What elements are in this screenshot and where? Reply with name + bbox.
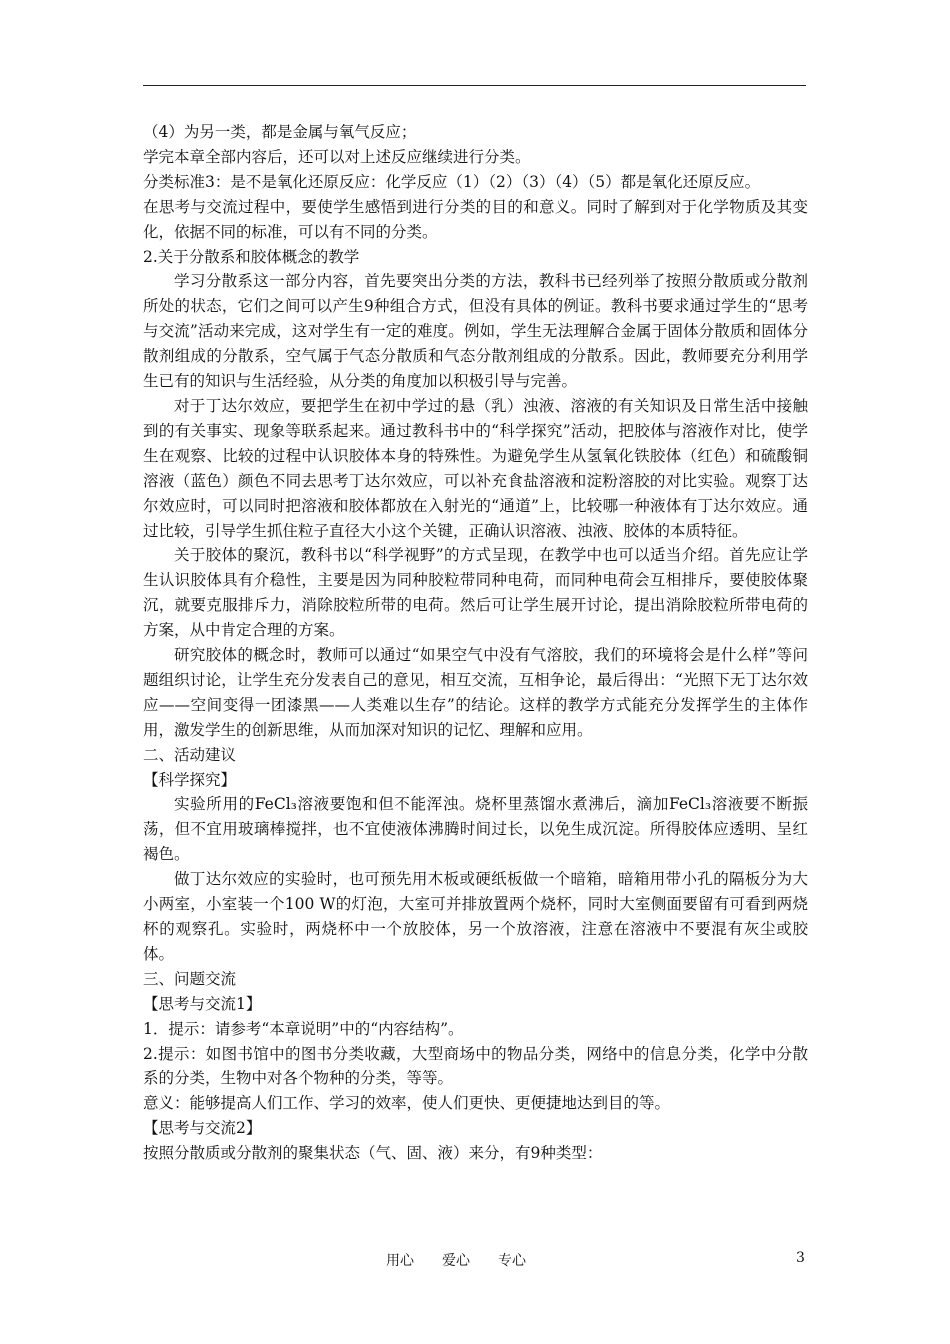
text-paragraph: 2.提示：如图书馆中的图书分类收藏，大型商场中的物品分类，网络中的信息分类，化学中分散系的分类，生物中对各个物种的分类，等等。 [143, 1044, 808, 1088]
subsection-heading: 【科学探究】 [143, 770, 237, 789]
text-paragraph: 研究胶体的概念时，教师可以通过“如果空气中没有气溶胶，我们的环境将会是什么样”等问题组织讨论，让学生充分发表自己的意见，相互交流，互相争论，最后得出：“光照下无丁达尔效应——空间变得一团漆黑——人类难以生存”的结论。这样的教学方式能充分发挥学生的主体作用，激发学生的创新思维，从而加深对知识的记忆、理解和应用。 [143, 646, 808, 739]
text-line: 学完本章全部内容后，还可以对上述反应继续进行分类。 [143, 147, 531, 166]
text-line: 按照分散质或分散剂的聚集状态（气、固、液）来分，有9种类型： [143, 1144, 603, 1163]
text-line: 意义：能够提高人们工作、学习的效率，使人们更快、更便捷地达到目的等。 [143, 1094, 671, 1113]
section-heading: 二、活动建议 [143, 745, 237, 764]
subsection-heading: 【思考与交流2】 [143, 1119, 262, 1138]
text-paragraph: 对于丁达尔效应，要把学生在初中学过的悬（乳）浊液、溶液的有关知识及日常生活中接触到的有关事实、现象等联系起来。通过教科书中的“科学探究”活动，把胶体与溶液作对比，使学生在观察、比较的过程中认识胶体本身的特殊性。为避免学生从氢氧化铁胶体（红色）和硫酸铜溶液（蓝色）颜色不同去思考丁达尔效应，可以补充食盐溶液和淀粉溶胶的对比实验。观察丁达尔效应时，可以同时把溶液和胶体都放在入射光的“通道”上，比较哪一种液体有丁达尔效应。通过比较，引导学生抓住粒子直径大小这个关键，正确认识溶液、浊液、胶体的本质特征。 [143, 396, 808, 540]
text-paragraph: 做丁达尔效应的实验时，也可预先用木板或硬纸板做一个暗箱，暗箱用带小孔的隔板分为大小两室，小室装一个100 W的灯泡，大室可并排放置两个烧杯，同时大室侧面要留有可看到两烧杯的观察孔。实验时，两烧杯中一个放胶体，另一个放溶液，注意在溶液中不要混有灰尘或胶体。 [143, 870, 808, 963]
text-paragraph: 学习分散系这一部分内容，首先要突出分类的方法，教科书已经列举了按照分散质或分散剂所处的状态，它们之间可以产生9种组合方式，但没有具体的例证。教科书要求通过学生的“思考与交流”活动来完成，这对学生有一定的难度。例如，学生无法理解合金属于固体分散质和固体分散剂组成的分散系，空气属于气态分散质和气态分散剂组成的分散系。因此，教师要充分利用学生已有的知识与生活经验，从分类的角度加以积极引导与完善。 [143, 272, 808, 391]
document-body [143, 120, 808, 1166]
section-heading: 三、问题交流 [143, 969, 237, 988]
text-paragraph: 在思考与交流过程中，要使学生感悟到进行分类的目的和意义。同时了解到对于化学物质及其变化，依据不同的标准，可以有不同的分类。 [143, 197, 808, 241]
subsection-heading: 【思考与交流1】 [143, 994, 262, 1013]
page-number: 3 [796, 1250, 805, 1266]
text-line: 分类标准3：是不是氧化还原反应：化学反应（1）（2）（3）（4）（5）都是氧化还原反应。 [143, 172, 761, 191]
text-paragraph: 关于胶体的聚沉，教科书以“科学视野”的方式呈现，在教学中也可以适当介绍。首先应让学生认识胶体具有介稳性，主要是因为同种胶粒带同种电荷，而同种电荷会互相排斥，要使胶体聚沉，就要克服排斥力，消除胶粒所带的电荷。然后可让学生展开讨论，提出消除胶粒所带电荷的方案，从中肯定合理的方案。 [143, 546, 808, 640]
text-paragraph: 实验所用的FeCl₃溶液要饱和但不能浑浊。烧杯里蒸馏水煮沸后，滴加FeCl₃溶液要不断振荡，但不宜用玻璃棒搅拌，也不宜使液体沸腾时间过长，以免生成沉淀。所得胶体应透明、呈红褐色。 [143, 795, 808, 864]
footer-motto: 用心 爱心 专心 [386, 1253, 526, 1269]
text-line: 1．提示：请参考“本章说明”中的“内容结构”。 [143, 1019, 464, 1038]
section-heading: 2.关于分散系和胶体概念的教学 [143, 247, 360, 266]
header-rule [143, 85, 806, 86]
text-line: （4）为另一类，都是金属与氧气反应； [143, 123, 417, 141]
